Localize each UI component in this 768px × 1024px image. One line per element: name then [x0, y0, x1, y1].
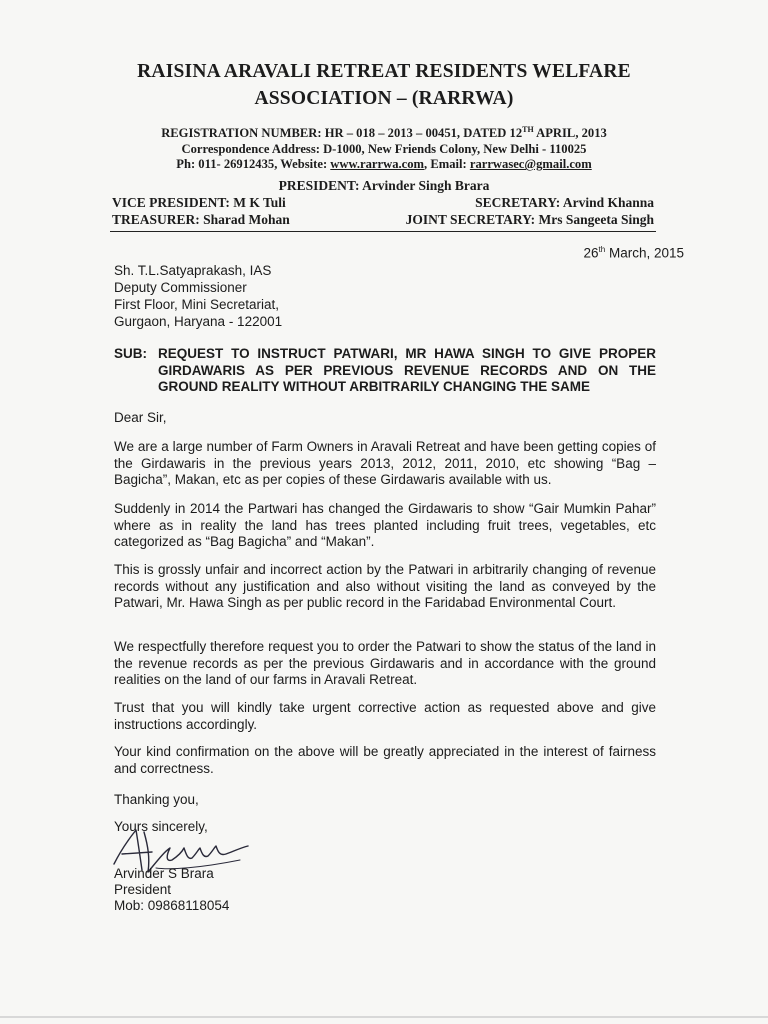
secretary: SECRETARY: Arvind Khanna: [475, 195, 654, 210]
letterhead-divider: [110, 231, 656, 232]
addressee-line: Deputy Commissioner: [114, 280, 247, 295]
body-paragraph-6: [114, 744, 656, 777]
scan-edge: [0, 1016, 768, 1018]
joint-secretary: JOINT SECRETARY: Mrs Sangeeta Singh: [405, 212, 654, 227]
officer-row-1: [112, 195, 654, 211]
body-paragraph-1: [114, 439, 656, 489]
correspondence-address: Correspondence Address: D-1000, New Friends Colony, New Delhi - 110025: [181, 141, 587, 156]
paragraph-text: Your kind confirmation on the above will be greatly appreciated in the interest of fairness and correctness.: [114, 744, 656, 776]
paragraph-text: This is grossly unfair and incorrect action by the Patwari in arbitrarily changing of revenue records without any justification and also without visiting the land as conveyed by the Patwari, Mr. Hawa Singh as per public record in the Faridabad Environmental Court.: [114, 562, 656, 610]
body-paragraph-2: [114, 501, 656, 551]
signatory-mobile: Mob: 09868118054: [114, 898, 230, 913]
subject-line: [114, 346, 656, 396]
org-title-line1: RAISINA ARAVALI RETREAT RESIDENTS WELFARE: [137, 61, 631, 82]
paragraph-text: We are a large number of Farm Owners in Aravali Retreat and have been getting copies of the Girdawaris in the previous years 2013, 2012, 2011, 2010, etc showing “Bag – Bagicha”, Makan, etc as per copies of these Girdawaris available with us.: [114, 439, 656, 487]
date-day: 26: [583, 245, 599, 261]
paragraph-text: Suddenly in 2014 the Partwari has changed the Girdawaris to show “Gair Mumkin Pahar” where as in reality the land has trees planted including fruit trees, vegetables, etc categorized as “Bag Bagicha” and “Makan”.: [114, 501, 656, 549]
signatory-title: President: [114, 882, 172, 897]
contact-line: [0, 157, 768, 173]
sign-off: Yours sincerely,: [114, 819, 208, 834]
addressee-line: Sh. T.L.Satyaprakash, IAS: [114, 263, 272, 278]
addressee-line: First Floor, Mini Secretariat,: [114, 297, 280, 312]
date-month-year: March, 2015: [605, 245, 684, 261]
letter-date: [584, 245, 685, 261]
paragraph-text: We respectfully therefore request you to order the Patwari to show the status of the land in the revenue records as per the previous Girdawaris and in accordance with the ground realities on the land of our farms in Aravali Retreat.: [114, 639, 656, 687]
addressee-line: Gurgaon, Haryana - 122001: [114, 314, 283, 329]
addressee-block: [114, 262, 282, 330]
registration-date: APRIL, 2013: [533, 126, 607, 141]
website-link[interactable]: www.rarrwa.com: [330, 157, 425, 172]
registration-sup: TH: [522, 125, 534, 134]
registration-line: [0, 122, 768, 142]
subject-label: SUB:: [114, 346, 147, 361]
treasurer: TREASURER: Sharad Mohan: [112, 212, 290, 227]
paragraph-text: Trust that you will kindly take urgent corrective action as requested above and give instructions accordingly.: [114, 700, 656, 732]
email-link[interactable]: rarrwasec@gmail.com: [469, 157, 592, 172]
organization-title: [0, 58, 768, 112]
body-paragraph-3: [114, 562, 656, 612]
org-title-line2: ASSOCIATION – (RARRWA): [254, 88, 514, 109]
registration-block: [0, 122, 768, 173]
email-label: , Email:: [424, 157, 470, 172]
date-sup: th: [598, 245, 606, 254]
salutation: Dear Sir,: [114, 410, 167, 425]
president-line: PRESIDENT: Arvinder Singh Brara: [278, 178, 490, 193]
thanks-line: Thanking you,: [114, 792, 199, 807]
subject-text: REQUEST TO INSTRUCT PATWARI, MR HAWA SINGH TO GIVE PROPER GIRDAWARIS AS PER PREVIOUS REVENUE RECORDS AND ON THE GROUND REALITY WITHOUT ARBITRARILY CHANGING THE SAME: [158, 346, 656, 394]
phone-text: Ph: 011- 26912435, Website:: [176, 157, 331, 172]
body-paragraph-4: [114, 639, 656, 689]
officer-row-2: [112, 212, 654, 228]
signatory-name: Arvinder S Brara: [114, 866, 214, 881]
body-paragraph-5: [114, 700, 656, 733]
vice-president: VICE PRESIDENT: M K Tuli: [112, 195, 286, 210]
registration-number: REGISTRATION NUMBER: HR – 018 – 2013 – 00451, DATED 12: [161, 126, 523, 141]
